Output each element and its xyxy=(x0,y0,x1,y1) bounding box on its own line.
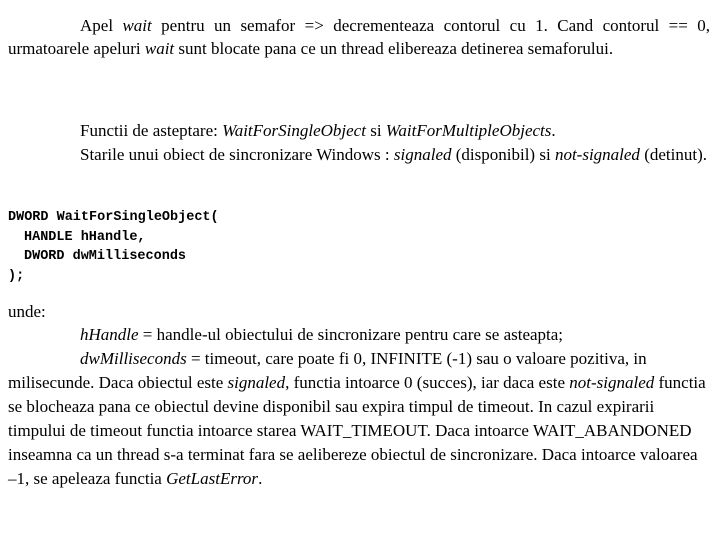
text-run: Starile unui obiect de sincronizare Windows : xyxy=(80,145,394,164)
text-run: si xyxy=(365,121,386,140)
italic-term: signaled xyxy=(393,145,452,164)
text-run: = handle-ul obiectului de sincronizare pentru care se asteapta; xyxy=(138,325,564,344)
italic-term: not-signaled xyxy=(554,145,640,164)
text-run: = timeout, care poate fi 0, INFINITE (-1) sau o valoare pozitiva, in milisecunde. Daca obiectul este xyxy=(8,349,647,392)
italic-term: WaitForSingleObject xyxy=(222,121,366,140)
italic-term: wait xyxy=(144,39,175,58)
text-run: (detinut). xyxy=(639,145,707,164)
code-line: HANDLE hHandle, xyxy=(24,229,146,245)
paragraph-wait-functions xyxy=(8,119,710,142)
text-run: , functia intoarce 0 (succes), iar daca este xyxy=(285,373,570,392)
code-line: DWORD dwMilliseconds xyxy=(24,249,187,264)
paragraph-hhandle xyxy=(8,323,710,346)
paragraph-object-states xyxy=(8,143,710,166)
italic-term: signaled xyxy=(227,373,286,392)
italic-term: GetLastError xyxy=(166,469,259,488)
italic-term: hHandle xyxy=(80,325,139,344)
text-run: functia se blocheaza pana ce obiectul devine disponibil sau expira timpul de timeout. In cazul expirarii timpului de timeout functia intoarce starea WAIT_TIMEOUT. Daca intoarce WAIT_ABANDONED inseamna ca un thread s-a terminat fara se aelibereze obiectul de sincronizare. Daca intoarce valoarea –1, se apeleaza functia xyxy=(8,373,706,488)
text-run: sunt blocate pana ce un thread elibereaza detinerea semaforului. xyxy=(174,39,614,58)
text-run: pentru un semafor => decrementeaza contorul cu 1. Cand contorul == 0, urmatoarele apeluri xyxy=(8,16,710,58)
paragraph-dwmilliseconds xyxy=(8,347,710,491)
code-block xyxy=(8,208,219,286)
text-run: Apel xyxy=(80,16,123,35)
italic-term: not-signaled xyxy=(569,373,655,392)
italic-term: wait xyxy=(122,16,152,35)
label-unde: unde: xyxy=(8,302,46,321)
code-line: ); xyxy=(8,268,25,284)
paragraph-semaphore-wait xyxy=(8,0,710,60)
text-run: . xyxy=(551,121,556,140)
text-run: . xyxy=(258,469,263,488)
code-line: DWORD WaitForSingleObject( xyxy=(8,210,219,225)
text-run: (disponibil) si xyxy=(451,145,555,164)
text-run: Functii de asteptare: xyxy=(80,121,223,140)
italic-term: WaitForMultipleObjects xyxy=(385,121,552,140)
italic-term: dwMilliseconds xyxy=(80,349,187,368)
